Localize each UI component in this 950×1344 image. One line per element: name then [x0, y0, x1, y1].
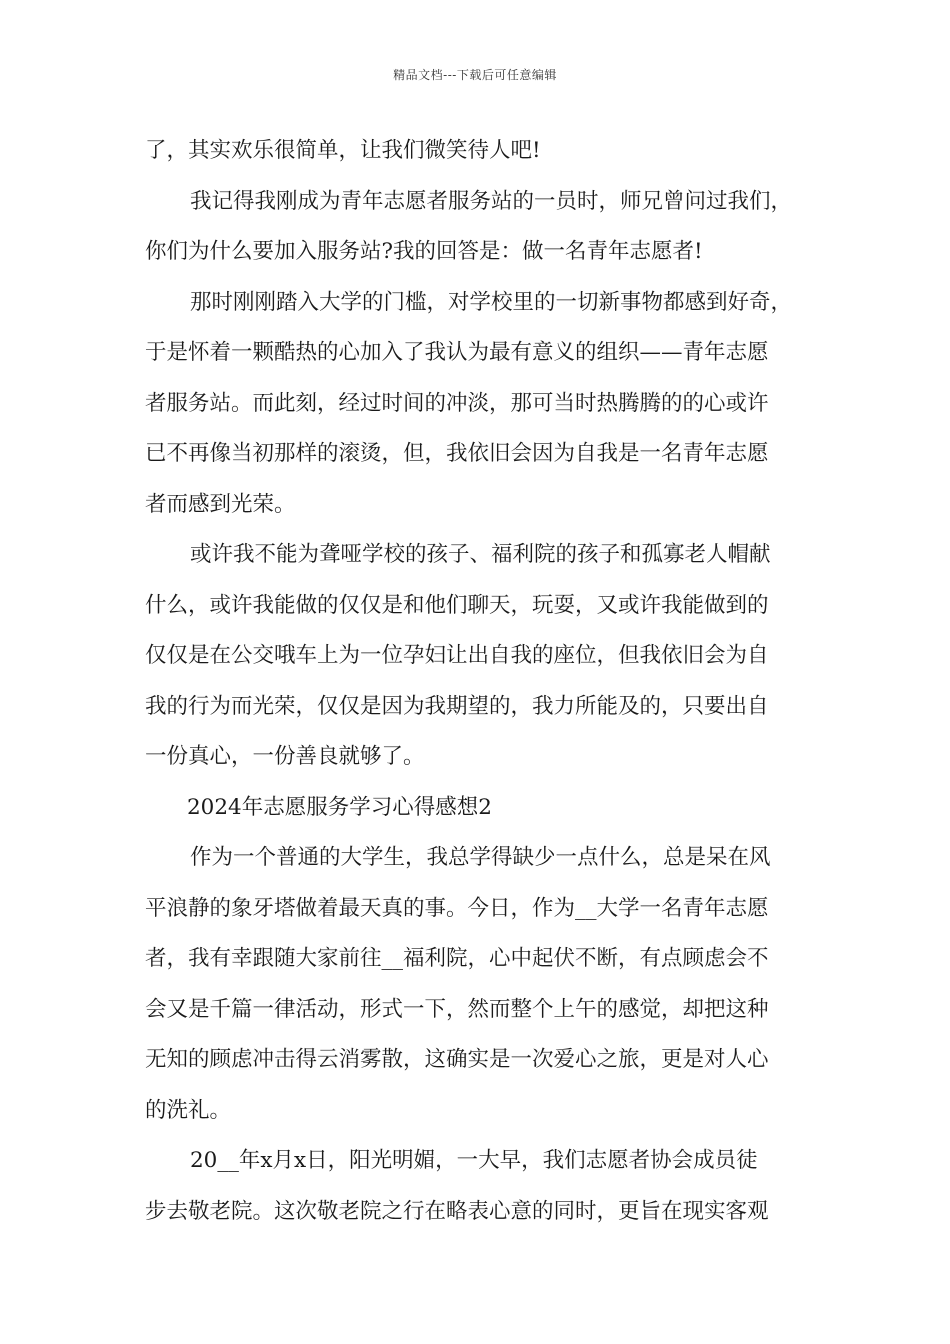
paragraph-start-line: 作为一个普通的大学生，我总学得缺少一点什么，总是呆在风: [190, 845, 771, 870]
text-line: 无知的顾虑冲击得云消雾散，这确实是一次爱心之旅，更是对人心: [145, 1047, 769, 1072]
text-line: 者而感到光荣。: [145, 491, 296, 517]
paragraph-start-line: 或许我不能为聋哑学校的孩子、福利院的孩子和孤寡老人帽献: [190, 542, 771, 567]
text-line: 步去敬老院。这次敬老院之行在略表心意的同时，更旨在现实客观: [145, 1198, 769, 1224]
text-line: 的洗礼。: [145, 1097, 232, 1123]
paragraph-start-line: 20__年x月x日，阳光明媚，一大早，我们志愿者协会成员徒: [190, 1148, 758, 1173]
text-line: 已不再像当初那样的滚烫，但，我依旧会因为自我是一名青年志愿: [145, 441, 769, 466]
text-line: 我的行为而光荣，仅仅是因为我期望的，我力所能及的，只要出自: [145, 693, 769, 719]
text-line: 什么，或许我能做的仅仅是和他们聊天，玩耍，又或许我能做到的: [145, 592, 769, 618]
page-header: 精品文档---下载后可任意编辑: [393, 68, 557, 82]
text-line: 仅仅是在公交哦车上为一位孕妇让出自我的座位，但我依旧会为自: [145, 643, 769, 668]
section-heading: 2024年志愿服务学习心得感想2: [187, 794, 492, 820]
paragraph-start-line: 我记得我刚成为青年志愿者服务站的一员时，师兄曾问过我们，: [190, 188, 793, 214]
document-body: [145, 126, 815, 1237]
text-line: 一份真心，一份善良就够了。: [145, 744, 425, 769]
text-line: 平浪静的象牙塔做着最天真的事。今日，作为__大学一名青年志愿: [145, 895, 769, 921]
text-line: 者，我有幸跟随大家前往__福利院，心中起伏不断，有点顾虑会不: [145, 946, 769, 971]
text-line: 于是怀着一颗酷热的心加入了我认为最有意义的组织——青年志愿: [145, 340, 769, 365]
text-line: 你们为什么要加入服务站?我的回答是：做一名青年志愿者!: [145, 239, 703, 264]
text-line: 了，其实欢乐很简单，让我们微笑待人吧!: [145, 138, 541, 163]
paragraph-start-line: 那时刚刚踏入大学的门槛，对学校里的一切新事物都感到好奇，: [190, 289, 793, 315]
text-line: 会又是千篇一律活动，形式一下，然而整个上午的感觉，却把这种: [145, 996, 769, 1022]
text-line: 者服务站。而此刻，经过时间的冲淡，那可当时热腾腾的的心或许: [145, 390, 769, 416]
